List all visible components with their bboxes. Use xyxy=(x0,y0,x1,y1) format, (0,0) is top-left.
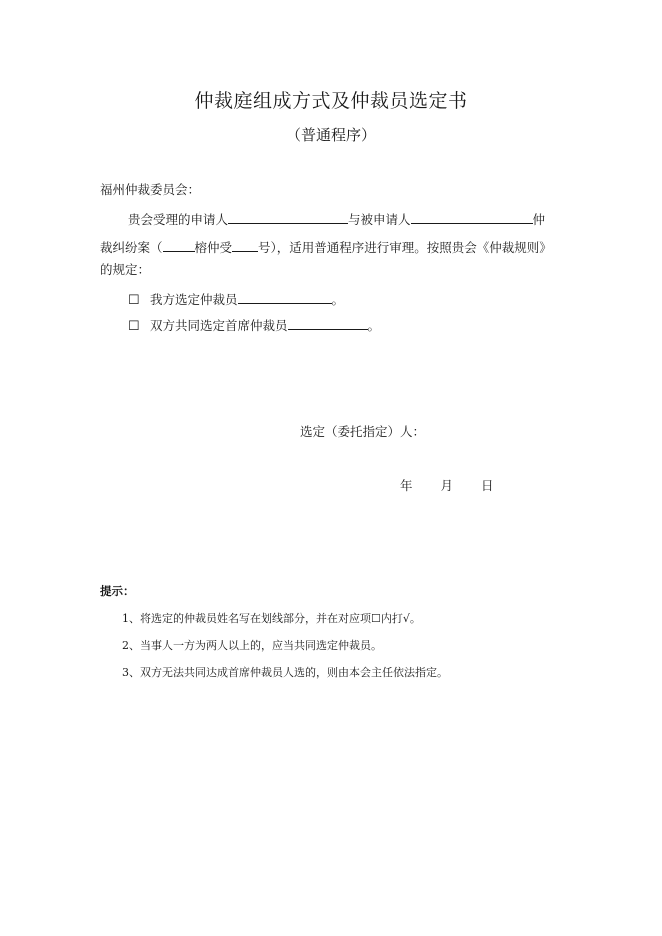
option-label: 我方选定仲裁员 xyxy=(150,292,238,307)
respondent-blank[interactable] xyxy=(411,210,533,224)
addressee: 福州仲裁委员会： xyxy=(100,182,201,197)
body-text: 与被申请人 xyxy=(348,212,411,227)
body-line-1 xyxy=(128,210,545,228)
option-end: 。 xyxy=(331,292,345,307)
tips-title: 提示： xyxy=(100,584,135,598)
option-party-arbitrator xyxy=(128,290,344,309)
presiding-arbitrator-blank[interactable] xyxy=(288,316,368,330)
document-title: 仲裁庭组成方式及仲裁员选定书 xyxy=(194,90,468,112)
applicant-blank[interactable] xyxy=(228,210,348,224)
body-line-2 xyxy=(100,238,552,256)
date-line xyxy=(400,476,494,494)
tip-item: 2、当事人一方为两人以上的，应当共同选定仲裁员。 xyxy=(122,639,382,652)
tip-item: 1、将选定的仲裁员姓名写在划线部分，并在对应项☐内打√。 xyxy=(122,612,421,625)
document-subtitle: （普通程序） xyxy=(285,126,376,144)
date-year: 年 xyxy=(400,478,413,493)
body-text: 仲 xyxy=(532,212,546,227)
body-text: 号），适用普通程序进行审理。按照贵会《仲裁规则》 xyxy=(258,240,552,255)
option-presiding-arbitrator xyxy=(128,316,380,335)
option-end: 。 xyxy=(367,318,381,333)
date-month: 月 xyxy=(440,478,454,493)
date-day: 日 xyxy=(481,478,494,493)
case-number-blank[interactable] xyxy=(232,238,258,252)
body-text: 贵会受理的申请人 xyxy=(128,212,229,227)
checkbox-icon[interactable]: ☐ xyxy=(128,293,140,308)
body-text: 裁纠纷案（ xyxy=(100,240,163,255)
tip-item: 3、双方无法共同达成首席仲裁员人选的，则由本会主任依法指定。 xyxy=(122,666,448,679)
signer-label: 选定（委托指定）人： xyxy=(300,424,426,439)
body-line-3: 的规定： xyxy=(100,262,151,277)
body-text: 榕仲受 xyxy=(194,240,233,255)
case-year-blank[interactable] xyxy=(163,238,195,252)
option-label: 双方共同选定首席仲裁员 xyxy=(150,318,288,333)
checkbox-icon[interactable]: ☐ xyxy=(128,319,140,334)
arbitrator-name-blank[interactable] xyxy=(238,290,332,304)
